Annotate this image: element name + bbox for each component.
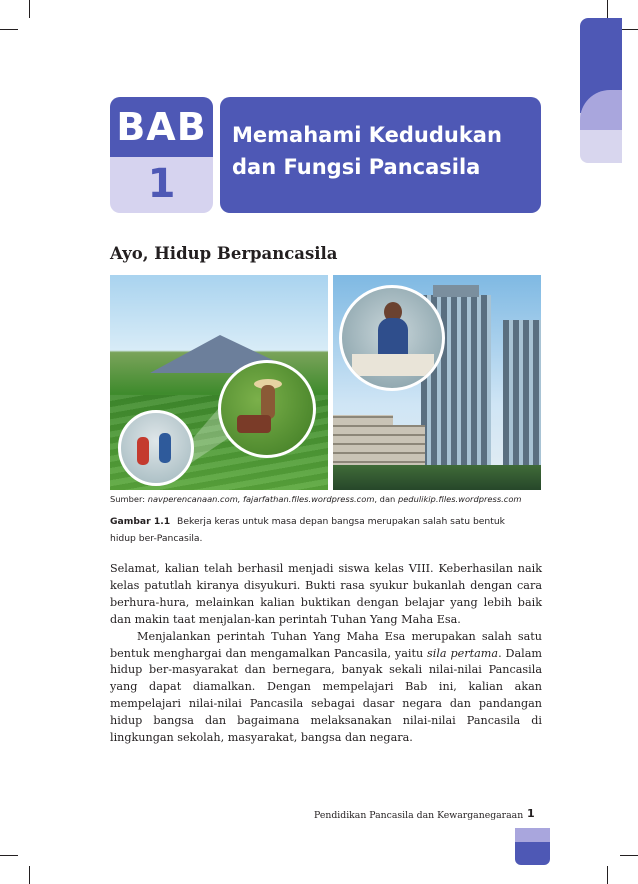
photo-source	[110, 494, 522, 504]
chapter-label: BAB	[116, 105, 207, 149]
crop-mark	[620, 29, 638, 30]
chapter-number-box	[110, 97, 213, 213]
low-building	[333, 415, 393, 470]
figure-caption	[110, 513, 530, 547]
caption-text: Bekerja keras untuk masa depan bangsa merupakan salah satu bentuk hidup ber-Pancasila.	[110, 516, 505, 544]
crop-mark	[620, 855, 638, 856]
tree-line	[333, 465, 541, 490]
source-label: Sumber:	[110, 494, 148, 504]
paragraph-2-start: Menjalankan perintah Tuhan Yang Maha Esa merupakan salah satu bentuk menghargai dan mengamalkan Pancasila, yaitu	[110, 629, 542, 660]
tower-building	[503, 320, 541, 470]
source-conjunction: , dan	[374, 494, 398, 504]
low-building	[391, 425, 425, 470]
chapter-title-line-2: dan Fungsi Pancasila	[232, 155, 481, 179]
paragraph-2-emphasis: sila pertama	[427, 646, 499, 660]
worker-figure	[159, 433, 171, 463]
crop-mark	[29, 866, 30, 884]
office-worker-inset	[339, 285, 445, 391]
crop-mark	[29, 0, 30, 18]
farmer-tractor-inset	[218, 360, 316, 458]
field-workers-inset	[118, 410, 194, 486]
chapter-title-line-1: Memahami Kedudukan	[232, 123, 502, 147]
paragraph-1: Selamat, kalian telah berhasil menjadi siswa kelas VIII. Keberhasilan naik kelas patutlah kiranya disyukuri. Bukti rasa syukur bukanlah dengan cara berhura-hura, melainkan kalian buktikan dengan belajar yang lebih baik dan makin taat menjalan-kan perintah Tuhan Yang Maha Esa.	[110, 562, 542, 626]
chapter-number: 1	[147, 161, 176, 207]
crop-mark	[607, 866, 608, 884]
crop-mark	[0, 855, 18, 856]
paragraph-2	[110, 629, 542, 747]
source-list: navperencanaan.com, fajarfathan.files.wordpress.com	[147, 494, 375, 504]
worker-figure	[137, 437, 149, 465]
office-buildings-photo	[333, 275, 541, 490]
footer-tab	[515, 828, 550, 865]
hand-tractor	[237, 415, 271, 433]
desk-papers	[352, 354, 434, 376]
worker-body	[378, 318, 408, 358]
crop-mark	[0, 29, 18, 30]
tower-roof	[433, 285, 479, 297]
source-last: pedulikip.files.wordpress.com	[397, 494, 522, 504]
chapter-title-box	[220, 97, 541, 213]
rice-field-photo	[110, 275, 328, 490]
body-text	[110, 561, 542, 747]
paragraph-2-end: . Dalam hidup ber-masyarakat dan bernegara, banyak sekali nilai-nilai Pancasila yang dapat diamalkan. Dengan mempelajari Bab ini, kalian akan mempelajari nilai-nilai Pancasila sebagai dasar negara dan pandangan hidup bangsa dan bagaimana melaksanakan nilai-nilai Pancasila di lingkungan sekolah, masyarakat, bangsa dan negara.	[110, 646, 542, 745]
farmer-figure	[261, 385, 275, 419]
section-heading: Ayo, Hidup Berpancasila	[110, 244, 338, 263]
page-number: 1	[527, 807, 535, 820]
footer-tab-light-band	[515, 828, 550, 842]
caption-label: Gambar 1.1	[110, 516, 171, 527]
crop-mark	[607, 0, 608, 18]
footer-book-title: Pendidikan Pancasila dan Kewarganegaraan	[314, 810, 524, 821]
chapter-side-tab	[580, 18, 622, 163]
